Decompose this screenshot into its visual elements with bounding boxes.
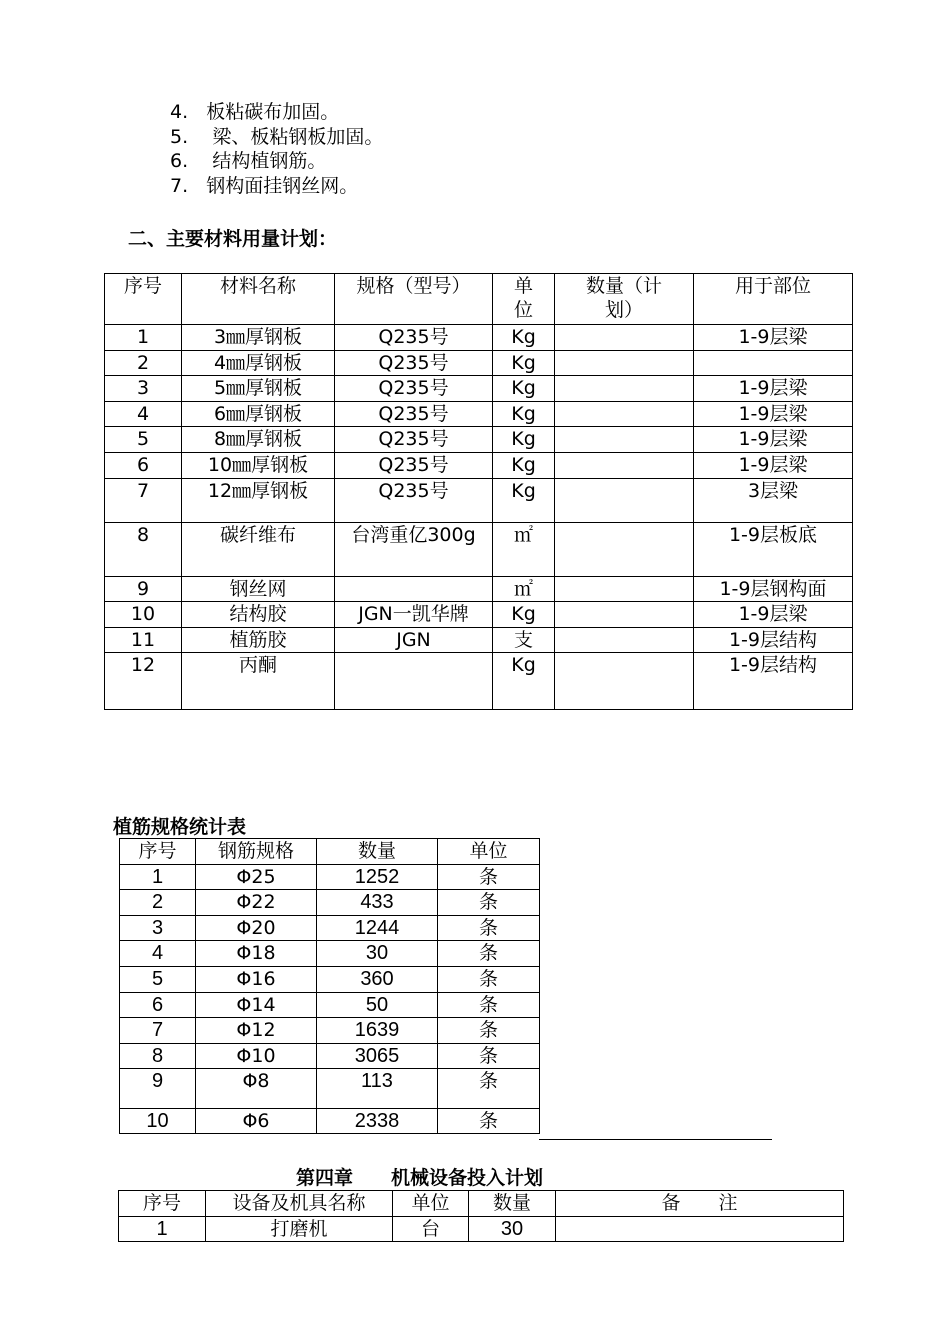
table-cell: Φ20 [196,916,317,941]
table-cell: 1-9层梁 [694,602,853,628]
header-line: 规格（型号） [356,275,471,297]
table-cell: 1244 [317,916,438,941]
table-cell: 6 [105,453,182,479]
table-cell: Φ18 [196,941,317,967]
table-cell: Q235号 [335,453,493,479]
table-cell: Kg [493,453,555,479]
table-cell: 钢丝网 [182,577,335,602]
table-row [120,865,540,890]
table-row [120,916,540,941]
list-item: 4. 板粘碳布加固。 [170,101,340,123]
table-row [120,890,540,916]
table-cell: JGN一凯华牌 [335,602,493,628]
list-item: 7. 钢构面挂钢丝网。 [170,175,359,197]
table-row [120,1069,540,1109]
table-cell [555,325,694,351]
table-cell: Φ12 [196,1018,317,1044]
table-cell: 碳纤维布 [182,523,335,577]
column-header [105,274,182,325]
table-cell: 7 [105,479,182,523]
table-cell: 360 [317,967,438,993]
header-line: 划） [604,299,643,321]
column-header [335,274,493,325]
table-cell: 10 [120,1109,196,1134]
table-cell: Q235号 [335,325,493,351]
table-cell: 2 [105,351,182,376]
table-header-row [119,1191,844,1217]
table-cell: 5 [105,427,182,453]
table-cell: 支 [493,628,555,653]
column-header [182,274,335,325]
column-header: 数量 [317,839,438,865]
table-cell: 打磨机 [206,1217,393,1242]
header-line: 单 [513,275,533,297]
table-cell: 30 [317,941,438,967]
table-cell: 12㎜厚钢板 [182,479,335,523]
table-cell: Q235号 [335,479,493,523]
table-cell [555,628,694,653]
materials-table [104,273,853,710]
table-cell: 条 [438,916,540,941]
table-cell: 5 [120,967,196,993]
table-cell [335,653,493,710]
table-cell [555,427,694,453]
table-cell: 1-9层梁 [694,427,853,453]
list-item: 6. 结构植钢筋。 [170,150,327,172]
table-header-row [105,274,853,325]
table-cell: Φ25 [196,865,317,890]
table-cell: 1-9层梁 [694,453,853,479]
table-row [105,325,853,351]
table-cell: 10㎜厚钢板 [182,453,335,479]
table-cell: 10 [105,602,182,628]
table-cell: Q235号 [335,402,493,427]
table-cell: Φ6 [196,1109,317,1134]
table-row [105,427,853,453]
table-cell: ㎡ [493,523,555,577]
table-cell: 1-9层梁 [694,402,853,427]
table-cell [555,402,694,427]
table-cell: Kg [493,479,555,523]
table-cell [555,602,694,628]
table-cell: JGN [335,628,493,653]
header-line: 位 [513,299,533,321]
table-cell: Kg [493,376,555,402]
table-cell [555,376,694,402]
table-row [105,602,853,628]
table-cell: 1-9层梁 [694,325,853,351]
header-line: 数量（计 [585,275,662,297]
table-cell [555,523,694,577]
table-cell: Kg [493,325,555,351]
table-cell: 2 [120,890,196,916]
table-cell [556,1217,844,1242]
table-row [120,1018,540,1044]
table-cell: 条 [438,941,540,967]
column-header: 钢筋规格 [196,839,317,865]
table-cell: 4 [105,402,182,427]
table-cell: Kg [493,653,555,710]
table-cell: 5㎜厚钢板 [182,376,335,402]
table-row [105,479,853,523]
table-cell: 1 [119,1217,206,1242]
table-cell: 台 [393,1217,469,1242]
table-cell: Q235号 [335,427,493,453]
column-header: 序号 [120,839,196,865]
chapter-heading: 第四章 机械设备投入计划 [296,1167,544,1189]
rebar-heading: 植筋规格统计表 [113,816,247,838]
column-header [493,274,555,325]
column-header [555,274,694,325]
table-cell: 1 [105,325,182,351]
column-header: 序号 [119,1191,206,1217]
table-row [105,577,853,602]
table-header-row [120,839,540,865]
table-cell: ㎡ [493,577,555,602]
table-cell: 12 [105,653,182,710]
table-cell: Φ8 [196,1069,317,1109]
list-item: 5. 梁、板粘钢板加固。 [170,126,384,148]
table-cell [555,453,694,479]
table-cell: 1-9层梁 [694,376,853,402]
column-header: 单位 [438,839,540,865]
table-cell: 8 [120,1044,196,1069]
table-underline [539,1139,772,1140]
table-row [105,402,853,427]
materials-heading: 二、主要材料用量计划： [128,228,338,250]
table-cell: 3 [105,376,182,402]
table-row [105,376,853,402]
table-cell: 113 [317,1069,438,1109]
table-cell: 条 [438,865,540,890]
table-cell: 6 [120,993,196,1018]
table-row [120,993,540,1018]
table-row [105,351,853,376]
equipment-table [118,1190,844,1242]
table-cell [555,653,694,710]
table-row [105,628,853,653]
table-cell: 1 [120,865,196,890]
table-cell: 3㎜厚钢板 [182,325,335,351]
table-cell: 条 [438,1109,540,1134]
table-cell: 9 [120,1069,196,1109]
table-cell: Kg [493,402,555,427]
table-cell: 4 [120,941,196,967]
column-header: 备 注 [556,1191,844,1217]
table-row [105,523,853,577]
table-cell: Φ14 [196,993,317,1018]
table-cell: 9 [105,577,182,602]
table-row [120,1109,540,1134]
table-cell: 11 [105,628,182,653]
table-cell: 7 [120,1018,196,1044]
table-cell: 6㎜厚钢板 [182,402,335,427]
table-cell: 条 [438,1069,540,1109]
header-line: 用于部位 [734,275,811,297]
column-header: 单位 [393,1191,469,1217]
table-cell: 4㎜厚钢板 [182,351,335,376]
table-cell: 条 [438,993,540,1018]
table-cell: 台湾重亿300g [335,523,493,577]
table-cell: 2338 [317,1109,438,1134]
table-cell: 1-9层结构 [694,653,853,710]
table-cell: 8㎜厚钢板 [182,427,335,453]
table-cell: Φ22 [196,890,317,916]
table-cell: 1639 [317,1018,438,1044]
table-cell: 1-9层钢构面 [694,577,853,602]
table-cell: 3 [120,916,196,941]
table-cell: Kg [493,351,555,376]
table-row [120,941,540,967]
column-header: 设备及机具名称 [206,1191,393,1217]
table-cell: 植筋胶 [182,628,335,653]
table-cell [555,351,694,376]
table-cell: 3层梁 [694,479,853,523]
table-cell: 条 [438,890,540,916]
column-header: 数量 [469,1191,556,1217]
table-row [119,1217,844,1242]
table-row [120,967,540,993]
table-cell: Q235号 [335,351,493,376]
table-row [120,1044,540,1069]
table-cell [555,577,694,602]
table-cell: 433 [317,890,438,916]
header-line: 材料名称 [219,275,296,297]
table-cell: Kg [493,427,555,453]
table-cell: 8 [105,523,182,577]
table-cell: Φ16 [196,967,317,993]
table-row [105,653,853,710]
rebar-table [119,838,540,1134]
table-cell: 条 [438,967,540,993]
table-cell: 50 [317,993,438,1018]
table-cell: 3065 [317,1044,438,1069]
table-cell: 30 [469,1217,556,1242]
table-cell [694,351,853,376]
table-cell: 1-9层结构 [694,628,853,653]
table-cell: Kg [493,602,555,628]
table-cell: 结构胶 [182,602,335,628]
column-header [694,274,853,325]
table-cell: 丙酮 [182,653,335,710]
table-cell: 条 [438,1018,540,1044]
header-line: 序号 [123,275,162,297]
table-cell: 1-9层板底 [694,523,853,577]
table-cell: 1252 [317,865,438,890]
table-cell [335,577,493,602]
table-cell: Q235号 [335,376,493,402]
table-cell: 条 [438,1044,540,1069]
table-cell: Φ10 [196,1044,317,1069]
table-row [105,453,853,479]
table-cell [555,479,694,523]
